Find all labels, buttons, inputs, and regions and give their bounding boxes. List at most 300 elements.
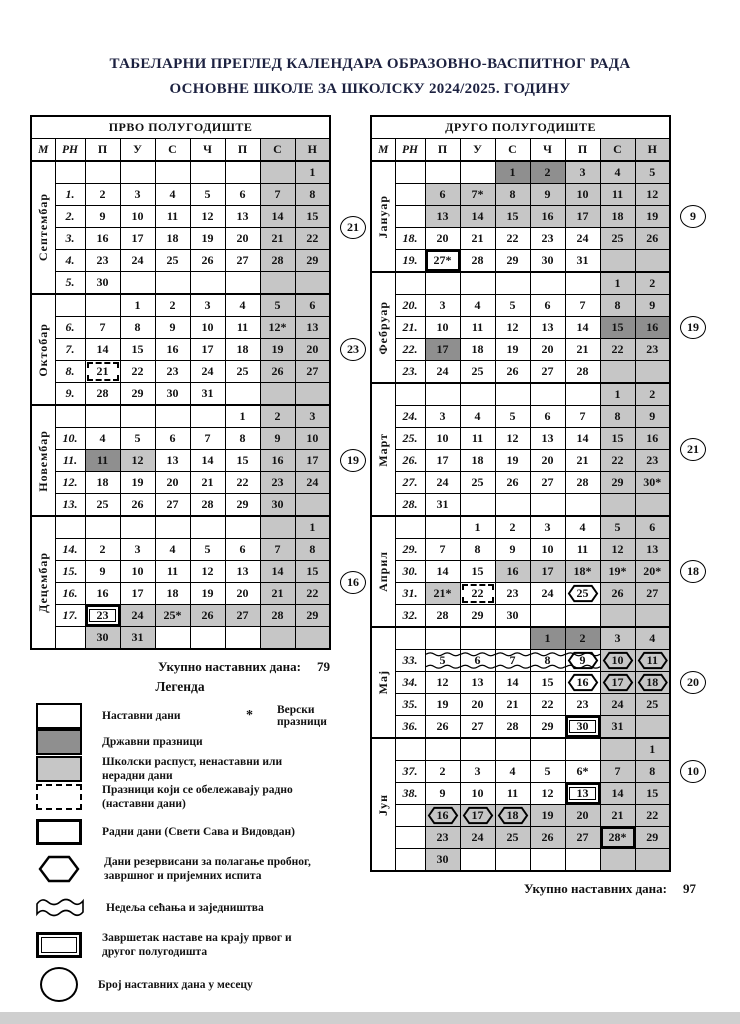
day-cell [225,206,260,228]
day-number: 29 [646,830,659,844]
day-cell [495,827,530,849]
day-number: 22 [611,453,624,467]
day-cell [190,605,225,627]
week-row [371,672,670,694]
month-label: Јун [376,793,391,816]
day-cell [460,672,495,694]
week-number-cell: 25. [395,428,425,450]
first-semester-column [30,115,370,1002]
day-number: 28 [271,608,284,622]
day-cell [460,805,495,827]
day-number: 12 [201,564,214,578]
day-cell [600,561,635,583]
day-cell [460,539,495,561]
day-cell [225,583,260,605]
week-number-cell: 20. [395,295,425,317]
month-label-cell [371,516,395,627]
day-number: 19 [131,475,144,489]
day-number: 9 [579,653,586,667]
day-cell [635,539,670,561]
day-cell [425,450,460,472]
day-cell [155,294,190,317]
day-cell [565,228,600,250]
day-cell [530,428,565,450]
day-cell [85,272,120,295]
day-cell [635,317,670,339]
week-row [31,539,330,561]
day-number: 1 [474,520,481,534]
week-row [31,561,330,583]
day-cell [600,805,635,827]
week-number-cell: 1. [55,184,85,206]
day-cell [225,605,260,627]
first-semester-total [30,659,330,675]
day-cell [565,738,600,761]
day-cell [565,694,600,716]
day-cell [565,516,600,539]
page-title-line2: ОСНОВНЕ ШКОЛЕ ЗА ШКОЛСКУ 2024/2025. ГОДИНУ [169,81,571,97]
day-cell [530,650,565,672]
day-cell [425,738,460,761]
day-number: 28 [471,253,484,267]
day-cell [565,272,600,295]
month-label-cell [31,516,55,649]
day-number: 5 [439,653,446,667]
day-cell [120,494,155,517]
day-cell [260,605,295,627]
day-number: 19 [506,342,519,356]
teaching-days-count-circle: 10 [680,760,706,783]
day-cell [495,406,530,428]
day-cell [600,761,635,783]
week-number-cell: 31. [395,583,425,605]
legend-rows [30,703,360,1002]
day-cell [530,516,565,539]
day-number: 7 [204,431,211,445]
day-cell [530,783,565,805]
day-cell [85,472,120,494]
day-cell [295,405,330,428]
day-number: 17 [611,675,624,689]
day-number: 15 [506,209,519,223]
day-number: 23 [541,231,554,245]
day-number: 30 [96,630,109,644]
day-cell [425,672,460,694]
day-number: 10 [201,320,214,334]
day-cell [260,161,295,184]
day-number: 29 [611,475,624,489]
day-cell [460,428,495,450]
week-number-cell [395,849,425,872]
month-label: Мај [376,670,391,695]
day-cell [190,228,225,250]
day-cell [425,627,460,650]
day-number: 5 [204,187,211,201]
day-number: 30 [506,608,519,622]
day-cell [600,516,635,539]
week-number-cell: 17. [55,605,85,627]
day-number: 19 [646,209,659,223]
day-cell [565,605,600,628]
week-row [31,450,330,472]
month-label-cell [371,383,395,516]
day-cell [225,339,260,361]
day-cell [425,783,460,805]
day-cell [260,450,295,472]
day-number: 1 [309,165,316,179]
week-number-cell [55,294,85,317]
day-number: 28 [436,608,449,622]
weekday-header-cell: У [120,139,155,162]
day-cell [155,428,190,450]
day-number: 15 [646,786,659,800]
day-cell [460,694,495,716]
day-number: 10 [131,209,144,223]
day-number: 15 [471,564,484,578]
week-number-cell [395,738,425,761]
week-row [371,228,670,250]
day-number: 19 [436,697,449,711]
day-number: 23 [436,830,449,844]
day-cell [460,849,495,872]
day-cell [495,472,530,494]
legend-dashed-box-swatch [36,784,82,810]
week-row [31,228,330,250]
day-number: 21 [96,364,109,378]
day-number: 27 [306,364,319,378]
week-number-cell: 16. [55,583,85,605]
day-cell [635,295,670,317]
day-cell [425,383,460,406]
day-cell [225,472,260,494]
day-cell [460,605,495,628]
weekday-header-cell: Ч [530,139,565,162]
day-cell [260,250,295,272]
day-number: 11 [236,320,249,334]
day-number: 27 [541,475,554,489]
day-number: 4 [614,165,621,179]
day-number: 18 [506,808,519,822]
day-cell [425,295,460,317]
week-row [371,383,670,406]
day-number: 2 [169,298,176,312]
day-cell [225,228,260,250]
day-number: 16 [576,675,589,689]
day-cell [295,361,330,383]
day-cell [120,472,155,494]
day-cell [120,294,155,317]
week-row [31,428,330,450]
day-number: 8 [474,542,481,556]
day-number: 29 [306,253,319,267]
day-cell [530,849,565,872]
day-cell [225,250,260,272]
day-cell [530,206,565,228]
weekday-header-cell: С [155,139,190,162]
day-number: 10 [131,564,144,578]
day-number: 22 [506,231,519,245]
day-cell [495,339,530,361]
day-cell [120,383,155,406]
day-cell [495,383,530,406]
day-cell [530,295,565,317]
legend-title: Легенда [155,679,205,694]
week-number-cell: 7. [55,339,85,361]
day-number: 4 [509,764,516,778]
day-number: 23 [271,475,284,489]
day-cell [85,250,120,272]
day-cell [530,583,565,605]
day-cell [600,406,635,428]
week-number-cell: 3. [55,228,85,250]
day-number: 28 [506,719,519,733]
day-cell [635,694,670,716]
legend-light-box-swatch [36,756,82,782]
day-cell [120,405,155,428]
day-number: 26 [201,608,214,622]
day-cell [495,428,530,450]
day-cell [260,294,295,317]
day-cell [295,250,330,272]
day-cell [425,428,460,450]
day-cell [635,561,670,583]
day-cell [260,339,295,361]
week-number-cell: 26. [395,450,425,472]
day-number: 26 [506,475,519,489]
day-number: 30 [436,852,449,866]
week-row [371,250,670,273]
legend-item [30,783,360,811]
day-cell [155,317,190,339]
week-row [31,272,330,295]
day-cell [260,228,295,250]
week-row [371,561,670,583]
day-number: 17 [471,808,484,822]
day-cell [495,738,530,761]
day-cell [190,405,225,428]
day-cell [260,272,295,295]
day-number: 5 [544,764,551,778]
page-edge-shadow [0,1012,740,1024]
week-row [371,716,670,739]
teaching-days-count-circle: 9 [680,205,706,228]
day-number: 24 [306,475,319,489]
day-number: 12 [506,431,519,445]
day-number: 2 [99,187,106,201]
week-row [31,161,330,184]
day-number: 25 [471,364,484,378]
day-cell [635,627,670,650]
day-number: 9 [99,564,106,578]
week-row [31,250,330,272]
day-number: 9 [274,431,281,445]
day-cell [85,405,120,428]
day-number: 24 [436,364,449,378]
month-label: Март [376,432,391,467]
day-number: 25 [611,231,624,245]
week-number-cell: 29. [395,539,425,561]
weekday-header-cell: М [31,139,55,162]
day-number: 24 [471,830,484,844]
day-cell [565,805,600,827]
day-number: 21 [201,475,214,489]
week-number-cell [395,827,425,849]
day-cell [295,184,330,206]
day-cell [495,272,530,295]
day-cell [635,250,670,273]
day-number: 18 [611,209,624,223]
weekday-header-cell: П [425,139,460,162]
day-number: 21 [471,231,484,245]
day-number: 17 [436,342,449,356]
legend-label: Празници који се обележавају радно (наставни дани) [102,784,293,810]
day-cell [530,539,565,561]
day-cell [120,206,155,228]
day-cell [635,406,670,428]
day-number: 1 [614,387,621,401]
day-cell [600,539,635,561]
day-cell [260,184,295,206]
day-cell [495,561,530,583]
day-cell [530,450,565,472]
week-number-cell: 23. [395,361,425,384]
day-cell [495,184,530,206]
week-number-cell: 12. [55,472,85,494]
day-number: 27 [236,253,249,267]
day-number: 9 [649,298,656,312]
weekday-header-cell: С [495,139,530,162]
day-number: 26 [646,231,659,245]
legend-label: Државни празници [102,736,203,748]
day-number: 7 [579,298,586,312]
legend-label: Школски распуст, ненаставни или нерадни дани [102,756,283,782]
day-number: 2 [649,276,656,290]
day-cell [225,184,260,206]
day-cell [600,339,635,361]
day-number: 23 [576,697,589,711]
legend-dark-box-swatch [36,729,82,755]
day-number: 14 [576,320,589,334]
day-cell [260,472,295,494]
legend-item [30,893,360,923]
day-cell [120,516,155,539]
day-number: 6 [439,187,446,201]
day-cell [600,827,635,849]
day-number: 4 [474,409,481,423]
day-cell [460,184,495,206]
day-cell [155,228,190,250]
week-row [31,605,330,627]
week-row [31,184,330,206]
teaching-days-count-circle: 16 [340,571,366,594]
day-cell [295,472,330,494]
day-cell [530,738,565,761]
day-cell [225,405,260,428]
legend [30,679,360,1002]
day-cell [225,494,260,517]
day-number: 7 [509,653,516,667]
week-number-cell: 32. [395,605,425,628]
day-number: 6 [309,298,316,312]
day-cell [425,605,460,628]
day-cell [565,561,600,583]
day-cell [530,250,565,273]
day-cell [85,161,120,184]
day-number: 18 [166,231,179,245]
day-cell [600,494,635,517]
day-cell [295,605,330,627]
day-number: 25 [96,497,109,511]
day-number: 20 [436,231,449,245]
teaching-days-count-circle: 18 [680,560,706,583]
day-cell [120,605,155,627]
first-semester-table-wrap [30,115,370,650]
day-number: 9 [544,187,551,201]
day-cell [635,716,670,739]
day-number: 1 [509,165,516,179]
day-cell [425,472,460,494]
day-cell [295,317,330,339]
legend-item [30,729,360,755]
day-cell [295,383,330,406]
day-number: 1 [649,742,656,756]
religious-holiday-asterisk: * [246,708,253,723]
day-cell [600,161,635,184]
day-number: 16 [646,431,659,445]
day-number: 15 [131,342,144,356]
week-number-cell: 9. [55,383,85,406]
legend-label: Радни дани (Свети Сава и Видовдан) [102,826,295,838]
day-cell [155,627,190,650]
day-cell [155,383,190,406]
day-cell [120,250,155,272]
day-number: 8 [309,542,316,556]
day-number: 21 [271,231,284,245]
day-cell [155,539,190,561]
day-number: 2 [579,631,586,645]
week-number-cell: 22. [395,339,425,361]
day-number: 13 [646,542,659,556]
day-number: 14 [271,209,284,223]
legend-label: Број наставних дана у месецу [98,978,253,991]
day-number: 3 [439,298,446,312]
day-cell [635,827,670,849]
day-cell [460,783,495,805]
day-number: 5 [509,298,516,312]
day-number: 18 [471,453,484,467]
week-number-cell: 27. [395,472,425,494]
legend-item [30,853,360,885]
week-row [371,738,670,761]
total-label: Укупно наставних дана: [524,881,667,896]
day-cell [190,583,225,605]
day-cell [635,272,670,295]
day-cell [225,161,260,184]
day-cell [225,450,260,472]
day-cell [85,494,120,517]
day-cell [120,184,155,206]
day-cell [260,405,295,428]
day-number: 19 [201,231,214,245]
day-number: 4 [169,542,176,556]
day-number: 5 [134,431,141,445]
day-cell [460,761,495,783]
day-cell [565,361,600,384]
legend-white-box-swatch [36,703,82,729]
week-row [371,184,670,206]
day-number: 4 [99,431,106,445]
day-cell [85,206,120,228]
